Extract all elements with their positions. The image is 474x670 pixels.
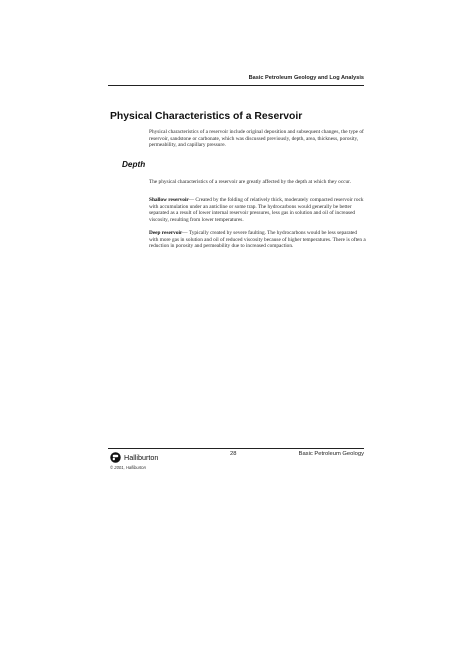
header-divider — [108, 85, 364, 86]
deep-reservoir-text: — Typically created by severe faulting. The hydrocarbons would be less separated with more gas in solution and oil of reduced viscosity because of higher temperatures. There is often a reduction in porosity and permeability due to increased compaction. — [149, 230, 366, 250]
halliburton-logo — [110, 452, 158, 463]
footer-divider — [108, 448, 364, 449]
deep-reservoir-paragraph — [149, 230, 366, 250]
deep-reservoir-term: Deep reservoir — [149, 230, 183, 236]
running-header: Basic Petroleum Geology and Log Analysis — [248, 75, 364, 81]
intro-paragraph: Physical characteristics of a reservoir include original deposition and subsequent changes, the type of reservoir, sandstone or carbonate, which was discussed previously, depth, area, thickness, porosity, permeability, and capillary pressure. — [149, 129, 364, 149]
logo-text: Halliburton — [124, 453, 159, 462]
page-title: Physical Characteristics of a Reservoir — [110, 111, 303, 122]
copyright-notice: © 2001, Halliburton — [110, 465, 146, 470]
depth-intro-paragraph: The physical characteristics of a reservoir are greatly affected by the depth at which they occur. — [149, 179, 351, 185]
page-number: 28 — [230, 451, 237, 457]
halliburton-logo-icon — [110, 452, 121, 463]
shallow-reservoir-term: Shallow reservoir — [149, 197, 189, 203]
shallow-reservoir-text: — Created by the folding of relatively thick, moderately compacted reservoir rock with accumulation under an anticline or some trap. The hydrocarbons would generally be better separated as a result of lower internal reservoir pressures, less gas in solution and oil of increased viscosity, resulting from lower temperatures. — [149, 197, 364, 224]
section-heading-depth: Depth — [122, 160, 146, 169]
shallow-reservoir-paragraph — [149, 197, 366, 224]
footer-title: Basic Petroleum Geology — [298, 451, 364, 457]
